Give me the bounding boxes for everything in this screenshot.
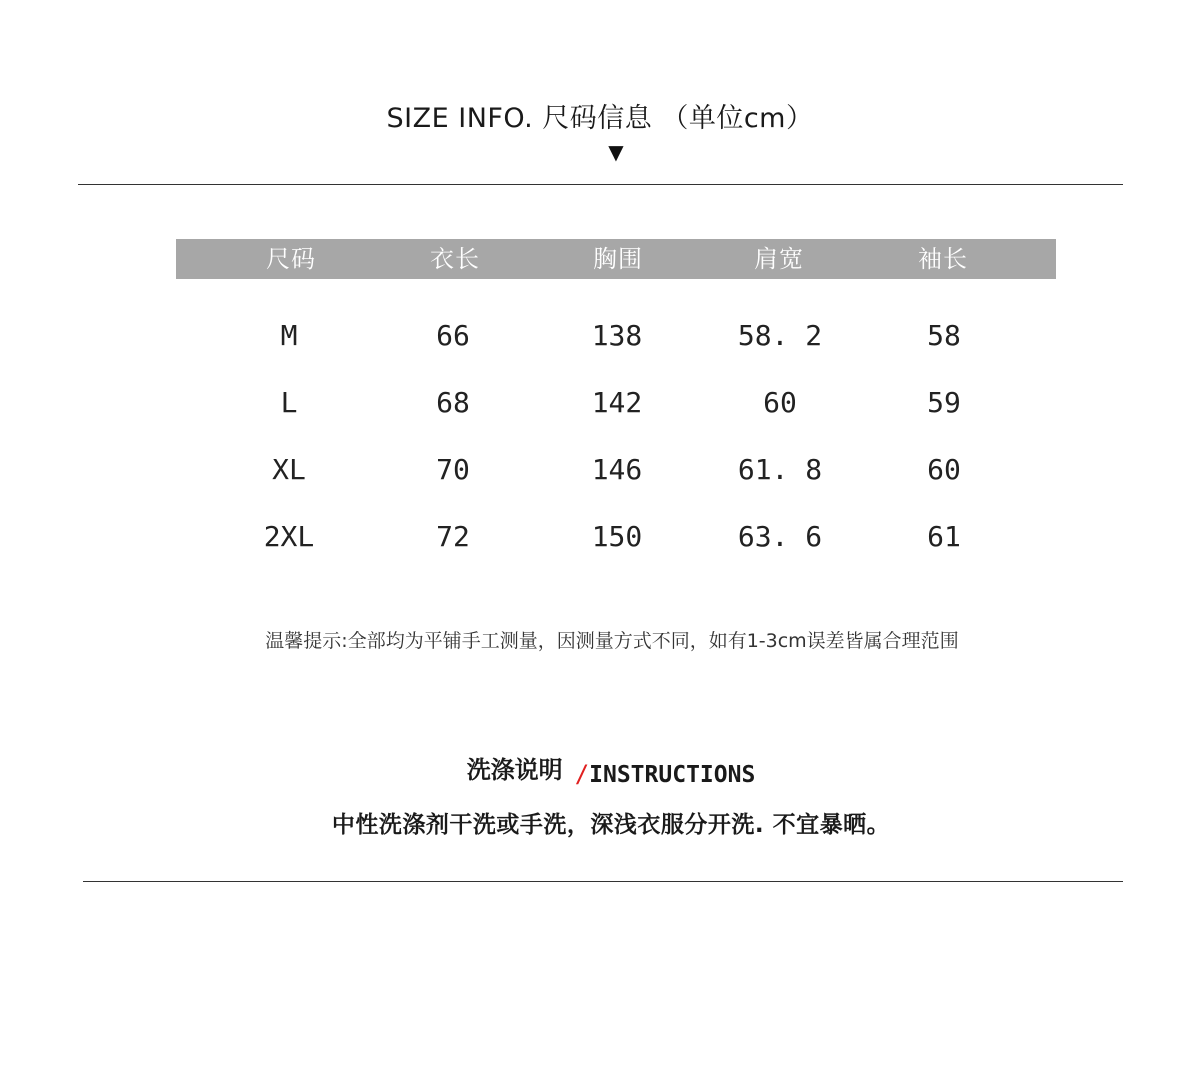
care-instructions-text: 中性洗涤剂干洗或手洗，深浅衣服分开洗. 不宜暴晒。 xyxy=(331,812,891,838)
measurement-note: 温馨提示:全部均为平铺手工测量，因测量方式不同，如有1-3cm误差皆属合理范围 xyxy=(265,630,959,652)
table-row xyxy=(176,378,1056,428)
header-sleeve: 袖长 xyxy=(918,245,968,273)
cell-sleeve: 61 xyxy=(927,520,961,553)
cell-chest: 142 xyxy=(591,386,643,419)
header-chest: 胸围 xyxy=(593,245,643,273)
cell-length: 66 xyxy=(436,319,470,352)
header-size: 尺码 xyxy=(266,245,316,273)
cell-length: 68 xyxy=(436,386,470,419)
cell-length: 70 xyxy=(436,453,470,486)
cell-length: 72 xyxy=(436,520,470,553)
slash-divider: / xyxy=(574,760,590,788)
care-instructions-title xyxy=(0,750,1200,788)
header-length: 衣长 xyxy=(430,245,480,273)
table-row xyxy=(176,445,1056,495)
cell-size: M xyxy=(280,319,298,352)
header-shoulder: 肩宽 xyxy=(754,245,804,273)
cell-shoulder: 61. 8 xyxy=(737,453,823,486)
size-table-header xyxy=(176,239,1056,279)
cell-size: XL xyxy=(272,453,306,486)
cell-size: 2XL xyxy=(263,520,315,553)
cell-shoulder: 63. 6 xyxy=(737,520,823,553)
cell-size: L xyxy=(280,386,298,419)
page-title: SIZE INFO. 尺码信息 （单位cm） xyxy=(386,103,814,134)
cell-chest: 150 xyxy=(591,520,643,553)
top-divider xyxy=(78,184,1123,185)
table-row xyxy=(176,512,1056,562)
care-title-cn: 洗涤说明 xyxy=(466,756,563,784)
down-arrow-icon: ▼ xyxy=(608,140,624,164)
care-title-en: INSTRUCTIONS xyxy=(589,762,756,788)
cell-sleeve: 60 xyxy=(927,453,961,486)
cell-chest: 138 xyxy=(591,319,643,352)
cell-shoulder: 58. 2 xyxy=(737,319,823,352)
cell-sleeve: 59 xyxy=(927,386,961,419)
cell-shoulder: 60 xyxy=(763,386,797,419)
cell-chest: 146 xyxy=(591,453,643,486)
bottom-divider xyxy=(83,881,1123,882)
cell-sleeve: 58 xyxy=(927,319,961,352)
table-row xyxy=(176,311,1056,361)
